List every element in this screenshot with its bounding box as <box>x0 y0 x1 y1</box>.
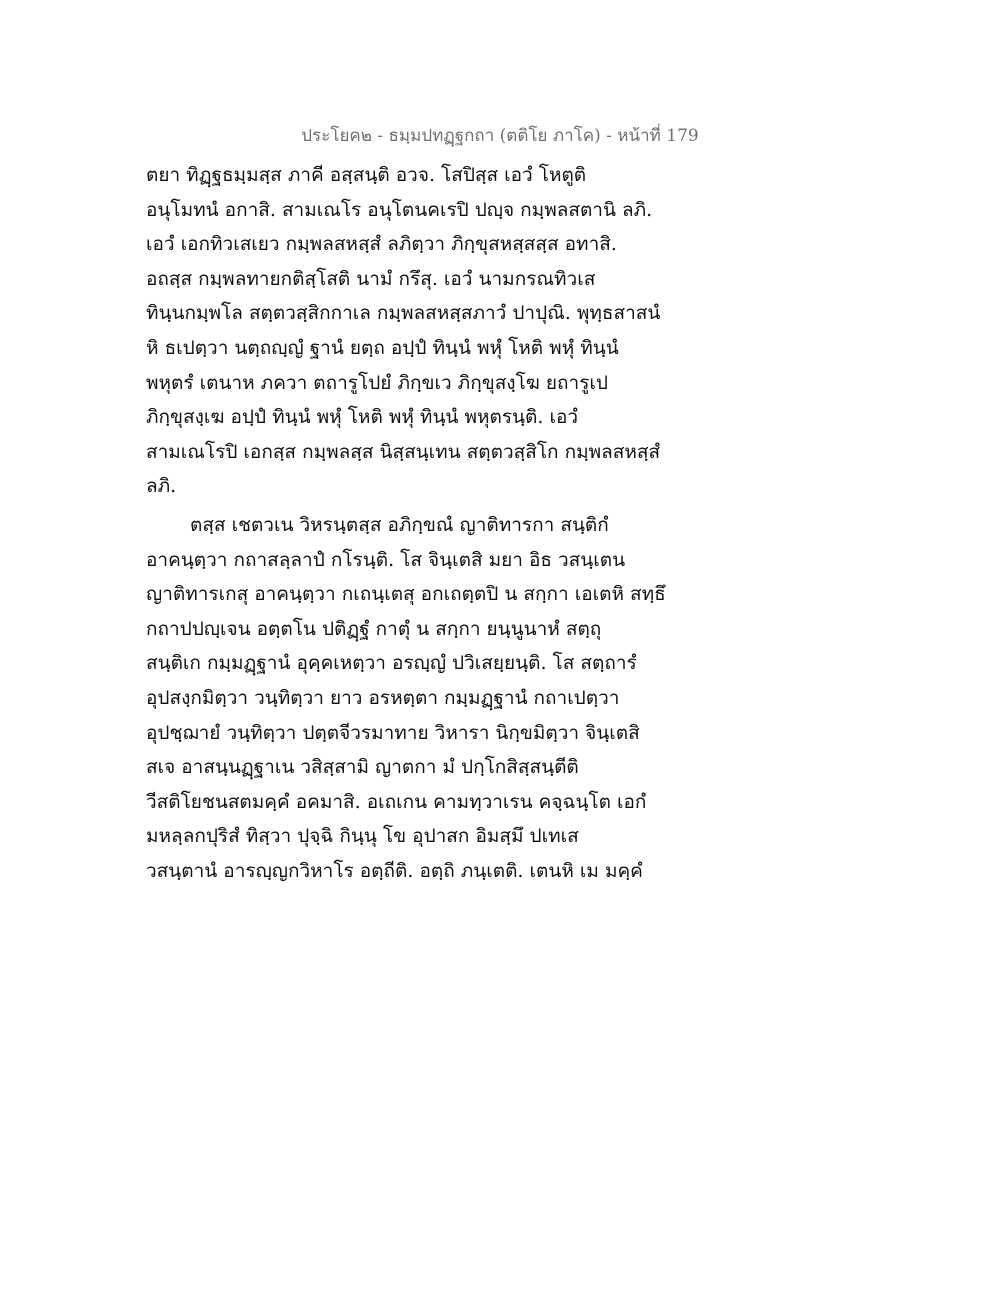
text-line: กถาปปญฺเจน อตฺตโน ปติฏฺฐํ กาตุํ น สกฺกา ยนฺนูนาหํ สตฺถุ <box>146 617 602 640</box>
text-line: เอวํ เอกทิวเสเยว กมฺพลสหสฺสํ ลภิตฺวา ภิกฺขุสหสฺสสฺส อทาสิ. <box>146 233 617 256</box>
paragraph-1 <box>146 158 706 504</box>
text-line: อถสฺส กมฺพลทายกติสฺโสติ นามํ กรึสุ. เอวํ นามกรณทิวเส <box>146 267 596 290</box>
text-line: ตสฺส เชตวเน วิหรนฺตสฺส อภิกฺขณํ ญาติทารกา สนฺติกํ <box>190 513 609 536</box>
body-text <box>146 158 706 888</box>
text-line: วีสติโยชนสตมคฺคํ อคมาสิ. อเถเกน คามทฺวาเรน คจฺฉนฺโต เอกํ <box>146 790 647 813</box>
text-line: พหุตรํ เตนาห ภควา ตถารูโปยํ ภิกฺขเว ภิกฺขุสงฺโฆ ยถารูเป <box>146 371 608 394</box>
text-line: หิ ธเปตฺวา นตฺถญฺญํ ฐานํ ยตฺถ อปฺปํ ทินฺนํ พหุํ โหติ พหุํ ทินฺนํ <box>146 336 619 359</box>
text-line: มหลฺลกปุริสํ ทิสฺวา ปุจฺฉิ กินฺนุ โข อุปาสก อิมสฺมึ ปเทเส <box>146 825 579 848</box>
text-line: วสนฺตานํ อารญฺญกวิหาโร อตฺถีติ. อตฺถิ ภนฺเตติ. เตนหิ เม มคฺคํ <box>146 859 643 882</box>
text-line: อาคนฺตฺวา กถาสลฺลาปํ กโรนฺติ. โส จินฺเตสิ มยา อิธ วสนฺเตน <box>146 548 626 571</box>
text-line: ภิกฺขุสงฺเฆ อปฺปํ ทินฺนํ พหุํ โหติ พหุํ ทินฺนํ พหุตรนฺติ. เอวํ <box>146 406 579 429</box>
text-line: อุปชฺฌายํ วนฺทิตฺวา ปตฺตจีวรมาทาย วิหารา นิกฺขมิตฺวา จินฺเตสิ <box>146 721 640 744</box>
text-line: สนฺติเก กมฺมฏฺฐานํ อุคฺคเหตฺวา อรญฺญํ ปวิเสยฺยนฺติ. โส สตฺถารํ <box>146 652 637 675</box>
text-line: สามเณโรปิ เอกสฺส กมฺพลสฺส นิสฺสนฺเทน สตฺตวสฺสิโก กมฺพลสหสฺสํ <box>146 440 661 463</box>
text-line: ญาติทารเกสุ อาคนฺตฺวา กเถนฺเตสุ อกเถตฺตปิ น สกฺกา เอเตหิ สทฺธึ <box>146 583 666 606</box>
text-line: ทินฺนกมฺพโล สตฺตวสฺสิกกาเล กมฺพลสหสฺสภาวํ ปาปุณิ. พุทฺธสาสนํ <box>146 302 661 325</box>
running-header: ประโยค๒ - ธมฺมปทฏฺฐกถา (ตติโย ภาโค) - หน้าที่ 179 <box>301 126 699 146</box>
text-line: อนุโมทนํ อกาสิ. สามเณโร อนุโตนคเรปิ ปญฺจ กมฺพลสตานิ ลภิ. <box>146 198 653 221</box>
text-line: ตยา ทิฏฺฐธมฺมสฺส ภาคี อสฺสนฺติ อวจ. โสปิสฺส เอวํ โหตูติ <box>146 164 587 186</box>
text-line: สเจ อาสนฺนฏฺฐาเน วสิสฺสามิ ญาตกา มํ ปกฺโกสิสฺสนฺตีติ <box>146 756 579 779</box>
text-line: อุปสงฺกมิตฺวา วนฺทิตฺวา ยาว อรหตฺตา กมฺมฏฺฐานํ กถาเปตฺวา <box>146 686 620 709</box>
paragraph-2 <box>146 508 706 889</box>
text-line: ลภิ. <box>146 475 177 498</box>
